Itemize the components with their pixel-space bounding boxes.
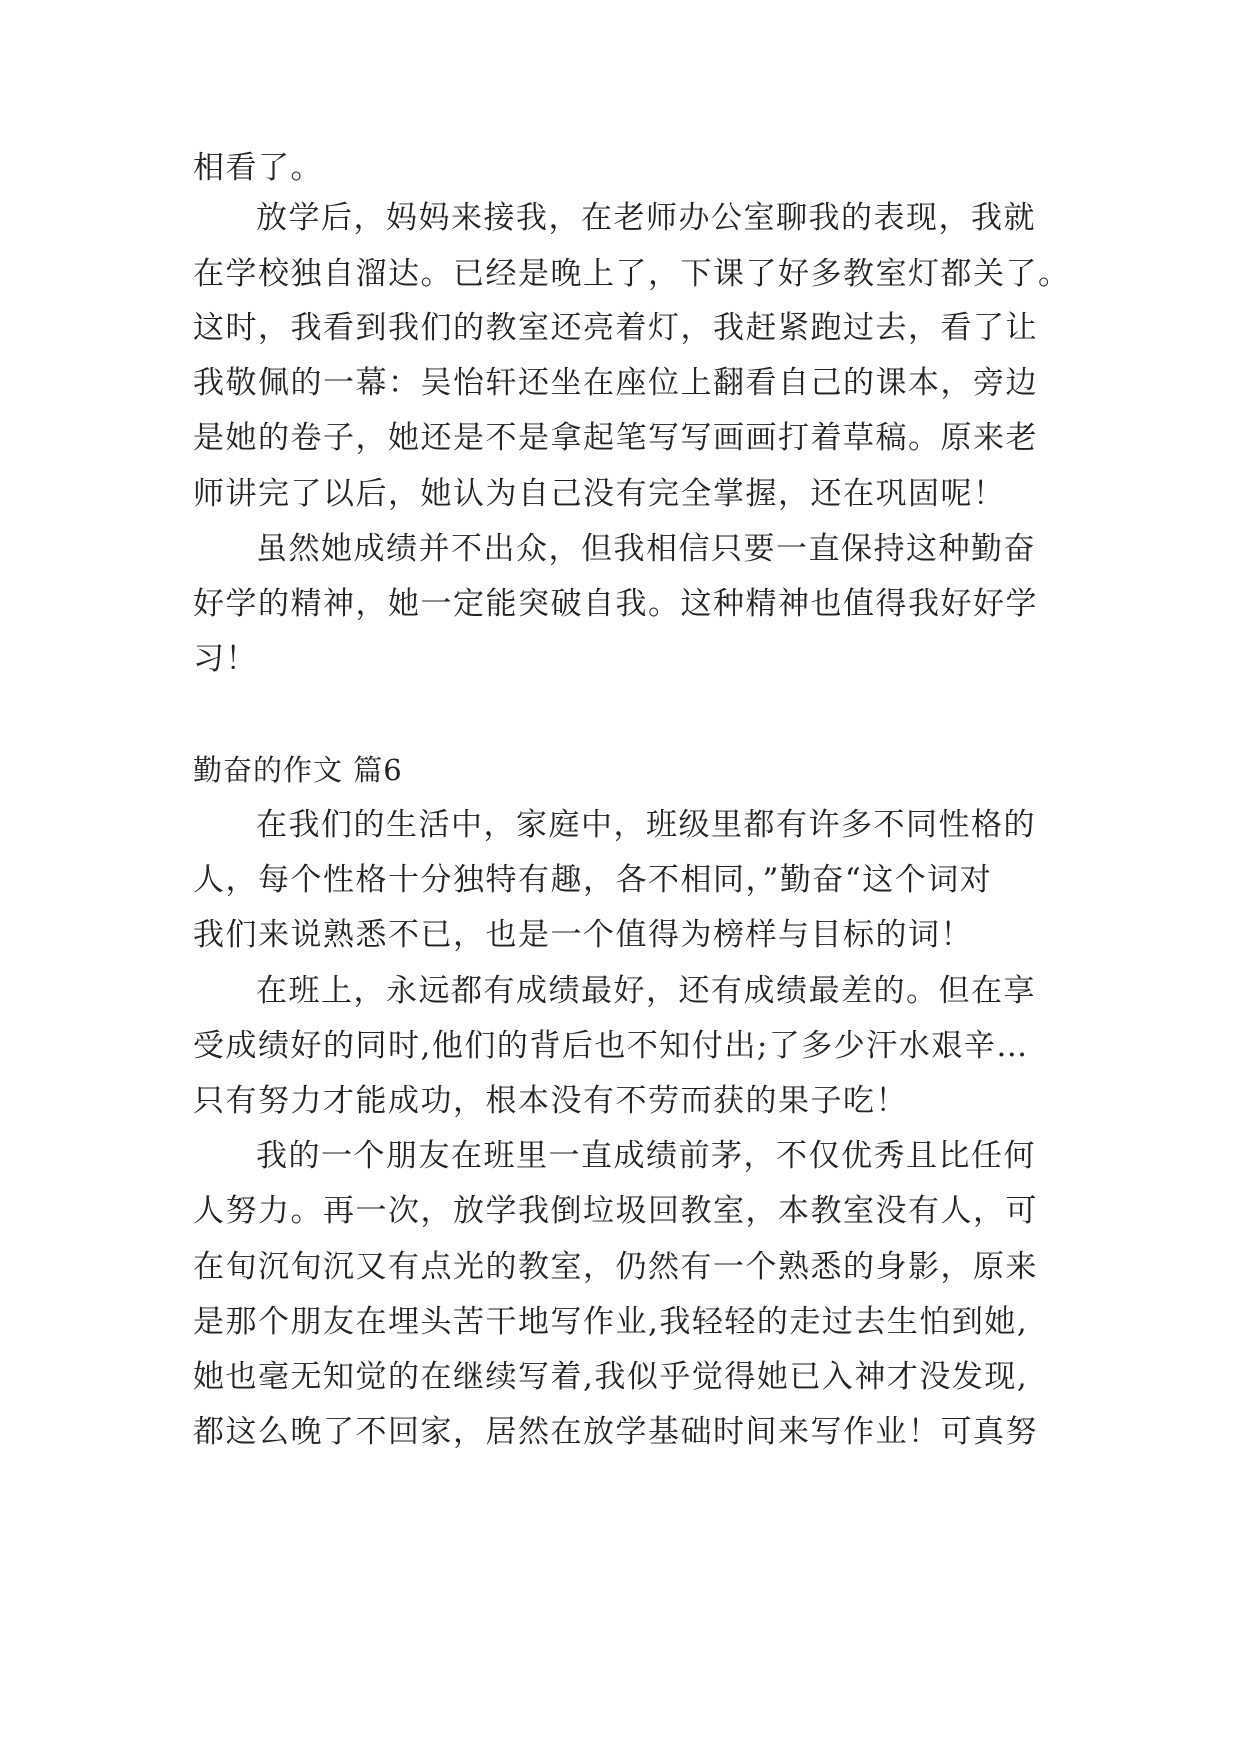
text-line: 我敬佩的一幕：吴怡轩还坐在座位上翻看自己的课本，旁边 xyxy=(193,365,1038,401)
text-line: 受成绩好的同时,他们的背后也不知付出;了多少汗水艰辛… xyxy=(193,1028,1029,1064)
text-line: 好学的精神，她一定能突破自我。这种精神也值得我好好学 xyxy=(193,586,1038,622)
text-line: 在学校独自溜达。已经是晚上了，下课了好多教室灯都关了。 xyxy=(193,256,1071,292)
paragraph-first-line: 虽然她成绩并不出众，但我相信只要一直保持这种勤奋 xyxy=(256,531,1036,567)
text-line: 都这么晚了不回家，居然在放学基础时间来写作业！可真努 xyxy=(193,1414,1038,1450)
paragraph-first-line: 我的一个朋友在班里一直成绩前茅，不仅优秀且比任何 xyxy=(256,1138,1036,1174)
text-line: 相看了。 xyxy=(193,150,323,186)
text-line: 她也毫无知觉的在继续写着,我似乎觉得她已入神才没发现, xyxy=(193,1359,1029,1395)
section-heading: 勤奋的作文 篇6 xyxy=(193,753,403,787)
paragraph-first-line: 在我们的生活中，家庭中，班级里都有许多不同性格的 xyxy=(256,807,1036,843)
text-line: 是那个朋友在埋头苦干地写作业,我轻轻的走过去生怕到她, xyxy=(193,1304,1029,1340)
text-line: 在旬沉旬沉又有点光的教室，仍然有一个熟悉的身影，原来 xyxy=(193,1249,1038,1285)
text-line: 是她的卷子，她还是不是拿起笔写写画画打着草稿。原来老 xyxy=(193,420,1038,456)
text-line: 习！ xyxy=(193,641,258,677)
text-line: 师讲完了以后，她认为自己没有完全掌握，还在巩固呢！ xyxy=(193,476,1006,512)
text-line: 人，每个性格十分独特有趣，各不相同，”勤奋“这个词对 xyxy=(193,862,993,898)
paragraph-first-line: 在班上，永远都有成绩最好，还有成绩最差的。但在享 xyxy=(256,973,1036,1009)
text-line: 只有努力才能成功，根本没有不劳而获的果子吃！ xyxy=(193,1083,908,1119)
text-line: 我们来说熟悉不已，也是一个值得为榜样与目标的词！ xyxy=(193,917,973,953)
text-line: 这时，我看到我们的教室还亮着灯，我赶紧跑过去，看了让 xyxy=(193,310,1038,346)
text-line: 人努力。再一次，放学我倒垃圾回教室，本教室没有人，可 xyxy=(193,1193,1038,1229)
paragraph-first-line: 放学后，妈妈来接我，在老师办公室聊我的表现，我就 xyxy=(256,200,1036,236)
